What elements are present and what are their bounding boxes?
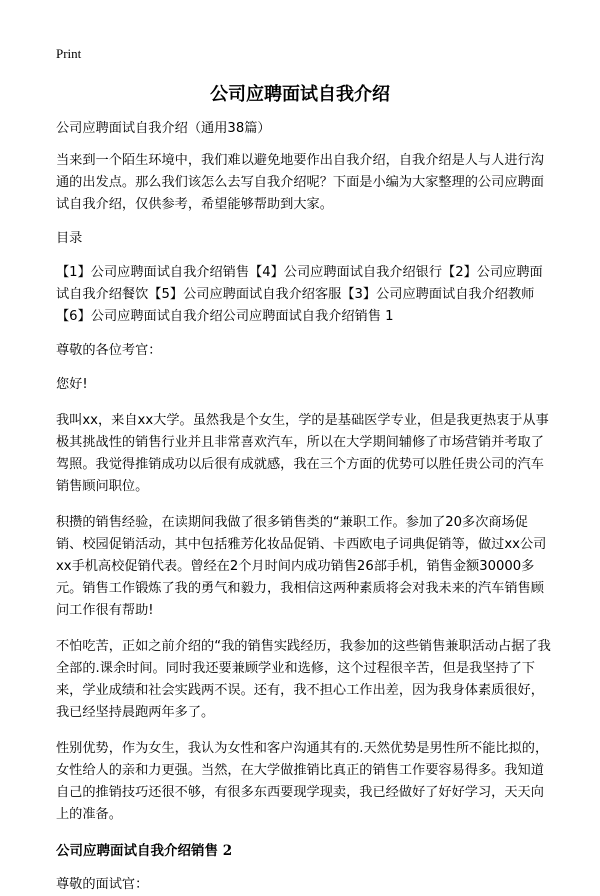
toc-label: 目录 <box>56 231 83 246</box>
body-paragraph: 积攒的销售经验，在读期间我做了很多销售类的“兼职工作。参加了20多次商场促销、校园促销活动，其中包括雅芳化妆品促销、卡西欧电子词典促销等，做过xx公司xx手机高校促销代表。曾经在2个月时间内成功销售26部手机，销售金额30000多元。销售工作锻炼了我的勇气和毅力，我相信这两种素质将会对我未来的汽车销售顾问工作很有帮助! <box>56 515 547 618</box>
print-link[interactable]: Print <box>56 46 82 61</box>
section-heading: 公司应聘面试自我介绍销售 2 <box>56 843 233 859</box>
body-paragraph: 性别优势，作为女生，我认为女性和客户沟通其有的.天然优势是男性所不能比拟的，女性给人的亲和力更强。当然，在大学做推销比真正的销售工作要容易得多。我知道自己的推销技巧还很不够，有很多东西要现学现卖，我已经做好了好好学习，天天向上的准备。 <box>56 741 549 822</box>
body-paragraph: 不怕吃苦，正如之前介绍的“我的销售实践经历，我参加的这些销售兼职活动占据了我全部的.课余时间。同时我还要兼顾学业和选修，这个过程很辛苦，但是我坚持了下来，学业成绩和社会实践两不误。还有，我不担心工作出差，因为我身体素质很好，我已经坚持晨跑两年多了。 <box>56 639 551 720</box>
page-title: 公司应聘面试自我介绍 <box>210 84 390 105</box>
section-salutation: 尊敬的面试官： <box>56 877 149 892</box>
document-body <box>56 118 554 896</box>
salutation: 尊敬的各位考官： <box>56 343 162 358</box>
body-paragraph: 我叫xx，来自xx大学。虽然我是个女生，学的是基础医学专业，但是我更热衷于从事极其挑战性的销售行业并且非常喜欢汽车，所以在大学期间辅修了市场营销并考取了驾照。我觉得推销成功以后很有成就感，我在三个方面的优势可以胜任贵公司的汽车销售顾问职位。 <box>56 413 549 494</box>
toc-text[interactable]: 【1】公司应聘面试自我介绍销售【4】公司应聘面试自我介绍银行【2】公司应聘面试自我介绍餐饮【5】公司应聘面试自我介绍客服【3】公司应聘面试自我介绍教师【6】公司应聘面试自我介绍公司应聘面试自我介绍销售 1 <box>56 265 543 324</box>
intro-paragraph: 当来到一个陌生环境中，我们难以避免地要作出自我介绍，自我介绍是人与人进行沟通的出发点。那么我们该怎么去写自我介绍呢？下面是小编为大家整理的公司应聘面试自我介绍，仅供参考，希望能够帮助到大家。 <box>56 153 544 212</box>
greeting: 您好! <box>56 377 88 392</box>
document-subtitle: 公司应聘面试自我介绍（通用38篇） <box>56 121 271 136</box>
